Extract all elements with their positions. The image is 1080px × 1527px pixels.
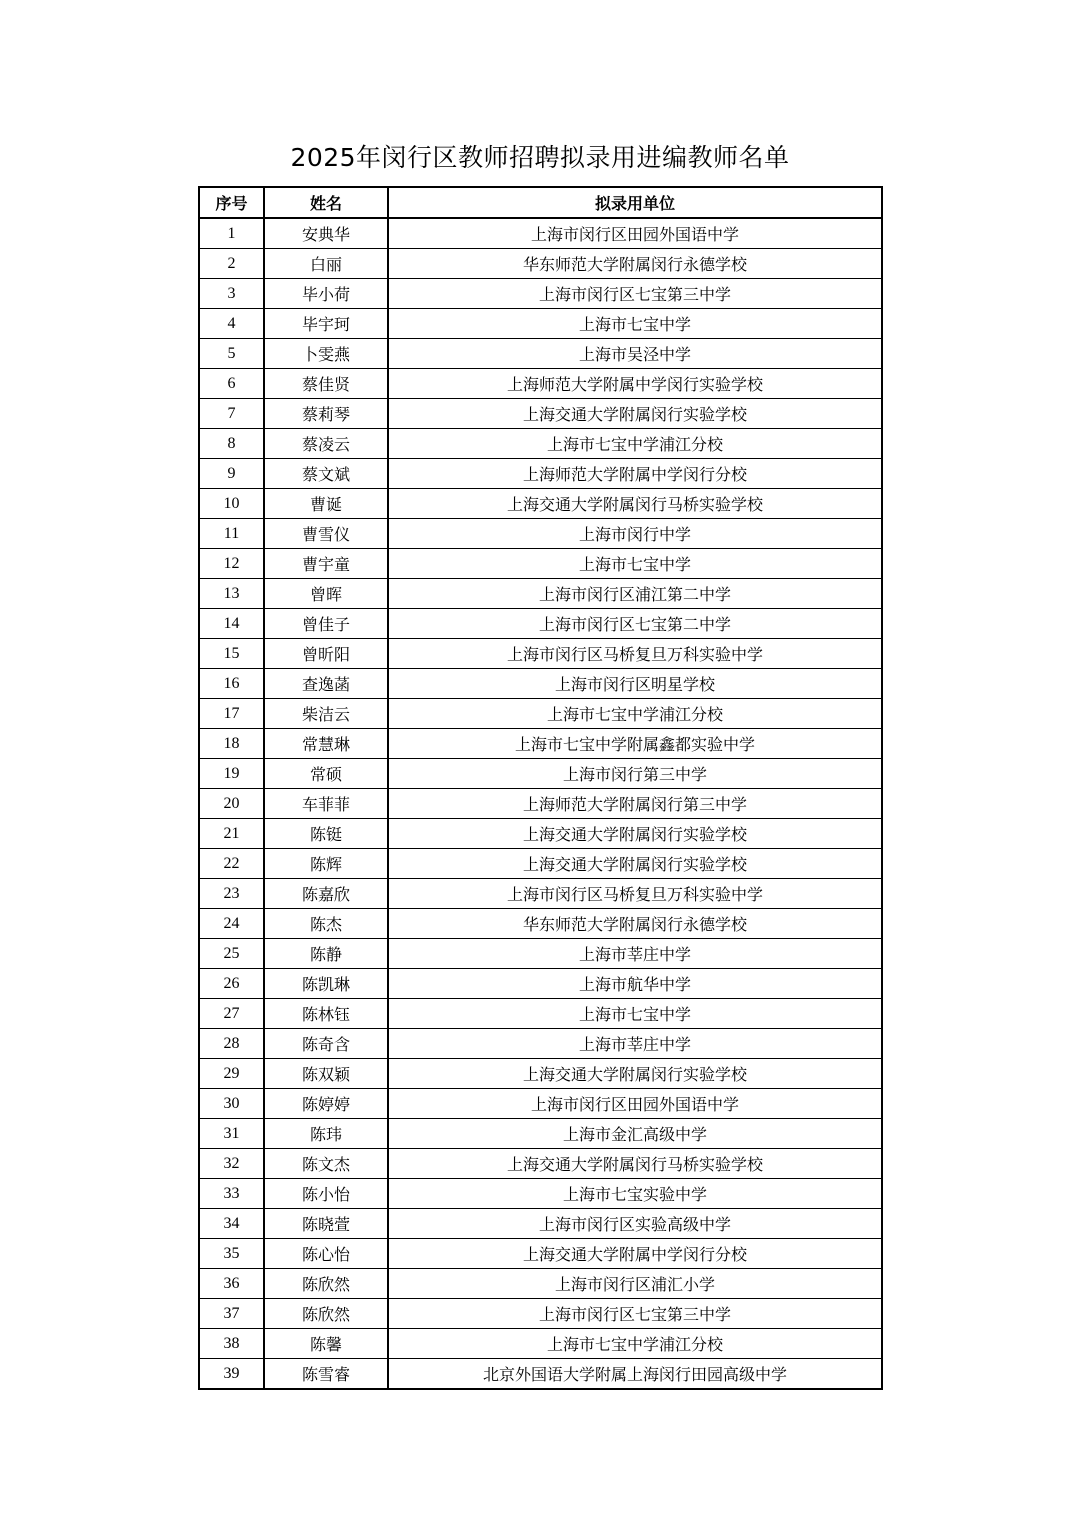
row-index: 6: [199, 369, 264, 399]
row-index: 21: [199, 819, 264, 849]
row-index: 37: [199, 1299, 264, 1329]
row-unit: 上海师范大学附属中学闵行实验学校: [388, 369, 882, 399]
table-row: [199, 279, 882, 309]
row-unit: 上海市闵行区明星学校: [388, 669, 882, 699]
table-row: [199, 1029, 882, 1059]
table-row: [199, 939, 882, 969]
table-header-row: [199, 187, 882, 218]
row-unit: 上海交通大学附属闵行马桥实验学校: [388, 1149, 882, 1179]
row-index: 23: [199, 879, 264, 909]
row-name: 曹雪仪: [264, 519, 388, 549]
row-index: 12: [199, 549, 264, 579]
row-name: 曹宇童: [264, 549, 388, 579]
row-name: 陈双颖: [264, 1059, 388, 1089]
row-unit: 上海交通大学附属闵行实验学校: [388, 849, 882, 879]
row-name: 柴洁云: [264, 699, 388, 729]
row-name: 曾佳子: [264, 609, 388, 639]
table-row: [199, 609, 882, 639]
table-row: [199, 1149, 882, 1179]
table-row: [199, 759, 882, 789]
row-unit: 华东师范大学附属闵行永德学校: [388, 909, 882, 939]
row-index: 3: [199, 279, 264, 309]
row-unit: 华东师范大学附属闵行永德学校: [388, 249, 882, 279]
header-index: 序号: [199, 187, 264, 218]
table-body: [199, 218, 882, 1389]
row-unit: 上海市莘庄中学: [388, 939, 882, 969]
row-index: 19: [199, 759, 264, 789]
table-row: [199, 339, 882, 369]
table-row: [199, 1269, 882, 1299]
table-row: [199, 819, 882, 849]
table-row: [199, 459, 882, 489]
row-unit: 上海市闵行区马桥复旦万科实验中学: [388, 639, 882, 669]
table-row: [199, 1119, 882, 1149]
table-row: [199, 909, 882, 939]
row-unit: 北京外国语大学附属上海闵行田园高级中学: [388, 1359, 882, 1390]
row-name: 陈嘉欣: [264, 879, 388, 909]
table-row: [199, 639, 882, 669]
row-unit: 上海市闵行区实验高级中学: [388, 1209, 882, 1239]
row-index: 14: [199, 609, 264, 639]
row-name: 车菲菲: [264, 789, 388, 819]
header-unit: 拟录用单位: [388, 187, 882, 218]
row-name: 陈晓萱: [264, 1209, 388, 1239]
row-name: 陈凯琳: [264, 969, 388, 999]
row-unit: 上海市闵行区七宝第三中学: [388, 1299, 882, 1329]
row-name: 陈静: [264, 939, 388, 969]
row-unit: 上海师范大学附属闵行第三中学: [388, 789, 882, 819]
row-unit: 上海交通大学附属闵行马桥实验学校: [388, 489, 882, 519]
row-index: 25: [199, 939, 264, 969]
table-row: [199, 249, 882, 279]
row-index: 15: [199, 639, 264, 669]
document-title: 2025年闵行区教师招聘拟录用进编教师名单: [290, 143, 790, 172]
row-name: 曾昕阳: [264, 639, 388, 669]
row-index: 7: [199, 399, 264, 429]
row-name: 曾晖: [264, 579, 388, 609]
row-index: 35: [199, 1239, 264, 1269]
table-row: [199, 1209, 882, 1239]
table-row: [199, 309, 882, 339]
row-index: 29: [199, 1059, 264, 1089]
row-name: 卜雯燕: [264, 339, 388, 369]
row-name: 常慧琳: [264, 729, 388, 759]
row-name: 查逸菡: [264, 669, 388, 699]
table-row: [199, 969, 882, 999]
row-unit: 上海市七宝中学浦江分校: [388, 429, 882, 459]
row-index: 13: [199, 579, 264, 609]
row-index: 8: [199, 429, 264, 459]
table-row: [199, 579, 882, 609]
table-row: [199, 1089, 882, 1119]
row-name: 陈雪睿: [264, 1359, 388, 1390]
row-unit: 上海市闵行区七宝第三中学: [388, 279, 882, 309]
row-name: 陈辉: [264, 849, 388, 879]
row-index: 34: [199, 1209, 264, 1239]
row-unit: 上海交通大学附属闵行实验学校: [388, 399, 882, 429]
row-index: 22: [199, 849, 264, 879]
row-name: 陈林钰: [264, 999, 388, 1029]
table-row: [199, 1299, 882, 1329]
table-row: [199, 1059, 882, 1089]
row-unit: 上海市七宝中学附属鑫都实验中学: [388, 729, 882, 759]
row-unit: 上海市闵行区浦汇小学: [388, 1269, 882, 1299]
table-row: [199, 429, 882, 459]
row-name: 陈欣然: [264, 1269, 388, 1299]
row-index: 1: [199, 218, 264, 249]
row-name: 安典华: [264, 218, 388, 249]
row-index: 10: [199, 489, 264, 519]
row-index: 18: [199, 729, 264, 759]
teacher-roster-table: [198, 186, 883, 1390]
row-name: 陈心怡: [264, 1239, 388, 1269]
row-unit: 上海市七宝中学: [388, 549, 882, 579]
row-unit: 上海市闵行区田园外国语中学: [388, 1089, 882, 1119]
row-unit: 上海市闵行区田园外国语中学: [388, 218, 882, 249]
row-unit: 上海市闵行第三中学: [388, 759, 882, 789]
table-row: [199, 549, 882, 579]
table-row: [199, 729, 882, 759]
row-index: 17: [199, 699, 264, 729]
row-index: 32: [199, 1149, 264, 1179]
table-row: [199, 1239, 882, 1269]
row-unit: 上海交通大学附属闵行实验学校: [388, 1059, 882, 1089]
row-name: 蔡凌云: [264, 429, 388, 459]
table-row: [199, 1329, 882, 1359]
row-index: 36: [199, 1269, 264, 1299]
row-index: 33: [199, 1179, 264, 1209]
row-index: 27: [199, 999, 264, 1029]
table-row: [199, 399, 882, 429]
header-name: 姓名: [264, 187, 388, 218]
row-name: 陈奇含: [264, 1029, 388, 1059]
table-row: [199, 789, 882, 819]
table-row: [199, 1359, 882, 1390]
row-name: 常硕: [264, 759, 388, 789]
table-row: [199, 849, 882, 879]
table-row: [199, 1179, 882, 1209]
row-unit: 上海市七宝中学浦江分校: [388, 1329, 882, 1359]
table-row: [199, 519, 882, 549]
row-unit: 上海市闵行中学: [388, 519, 882, 549]
row-unit: 上海市闵行区马桥复旦万科实验中学: [388, 879, 882, 909]
row-unit: 上海市金汇高级中学: [388, 1119, 882, 1149]
row-unit: 上海交通大学附属闵行实验学校: [388, 819, 882, 849]
table-row: [199, 879, 882, 909]
row-unit: 上海市闵行区七宝第二中学: [388, 609, 882, 639]
row-name: 陈铤: [264, 819, 388, 849]
row-index: 9: [199, 459, 264, 489]
row-name: 白丽: [264, 249, 388, 279]
table-row: [199, 218, 882, 249]
row-name: 陈文杰: [264, 1149, 388, 1179]
row-index: 31: [199, 1119, 264, 1149]
row-unit: 上海师范大学附属中学闵行分校: [388, 459, 882, 489]
row-index: 4: [199, 309, 264, 339]
row-unit: 上海市七宝实验中学: [388, 1179, 882, 1209]
row-index: 26: [199, 969, 264, 999]
row-unit: 上海市七宝中学: [388, 999, 882, 1029]
row-unit: 上海交通大学附属中学闵行分校: [388, 1239, 882, 1269]
row-index: 11: [199, 519, 264, 549]
table-row: [199, 489, 882, 519]
row-name: 蔡佳贤: [264, 369, 388, 399]
row-name: 毕宇珂: [264, 309, 388, 339]
row-unit: 上海市莘庄中学: [388, 1029, 882, 1059]
row-name: 陈馨: [264, 1329, 388, 1359]
row-name: 陈玮: [264, 1119, 388, 1149]
row-unit: 上海市七宝中学浦江分校: [388, 699, 882, 729]
table-row: [199, 369, 882, 399]
row-unit: 上海市闵行区浦江第二中学: [388, 579, 882, 609]
row-index: 28: [199, 1029, 264, 1059]
row-index: 20: [199, 789, 264, 819]
row-index: 16: [199, 669, 264, 699]
row-index: 24: [199, 909, 264, 939]
row-index: 38: [199, 1329, 264, 1359]
row-index: 5: [199, 339, 264, 369]
row-name: 毕小荷: [264, 279, 388, 309]
table-row: [199, 669, 882, 699]
row-unit: 上海市吴泾中学: [388, 339, 882, 369]
row-name: 蔡文斌: [264, 459, 388, 489]
row-unit: 上海市七宝中学: [388, 309, 882, 339]
row-index: 2: [199, 249, 264, 279]
table-row: [199, 699, 882, 729]
row-index: 39: [199, 1359, 264, 1390]
row-unit: 上海市航华中学: [388, 969, 882, 999]
row-name: 陈小怡: [264, 1179, 388, 1209]
row-name: 曹诞: [264, 489, 388, 519]
table-row: [199, 999, 882, 1029]
row-name: 陈婷婷: [264, 1089, 388, 1119]
row-index: 30: [199, 1089, 264, 1119]
row-name: 蔡莉琴: [264, 399, 388, 429]
row-name: 陈杰: [264, 909, 388, 939]
row-name: 陈欣然: [264, 1299, 388, 1329]
